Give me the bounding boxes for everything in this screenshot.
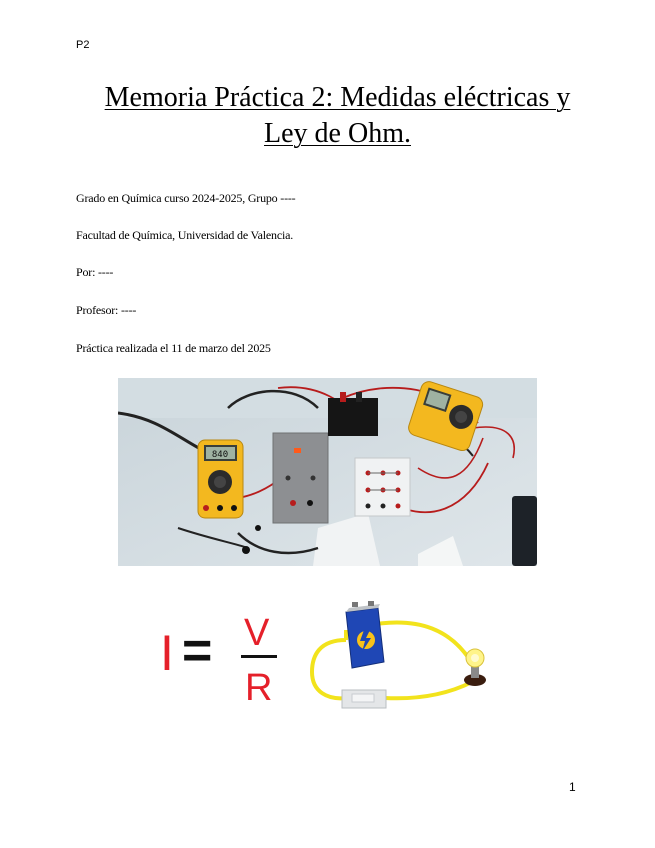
resistor-board [355,458,410,516]
title-line-2: Ley de Ohm. [264,118,411,149]
battery-icon [346,601,384,668]
ohms-law-illustration [140,600,500,718]
switch-icon [342,690,386,708]
battery-holder [328,392,378,436]
document-title [60,80,615,152]
info-por: Por: ---- [76,265,114,279]
fraction-bar [241,655,277,658]
page-number: 1 [569,780,576,794]
info-facultad: Facultad de Química, Universidad de Valencia. [76,228,294,242]
lab-setup-photo [118,378,537,566]
circuit-board [273,433,328,523]
page-header-label: P2 [76,39,90,51]
multimeter-reading: 840 [211,450,229,460]
formula-equals-sign: = [182,622,213,680]
formula-voltage-symbol: V [244,612,270,654]
multimeter-left [198,440,243,518]
info-profesor: Profesor: ---- [76,303,137,317]
info-fecha: Práctica realizada el 11 de marzo del 2025 [76,341,271,355]
light-bulb-icon [464,649,486,686]
formula-resistance-symbol: R [245,667,273,709]
formula-current-symbol: I [160,625,174,681]
title-line-1: Memoria Práctica 2: Medidas eléctricas y [104,82,571,113]
info-grado: Grado en Química curso 2024-2025, Grupo ---- [76,191,296,205]
